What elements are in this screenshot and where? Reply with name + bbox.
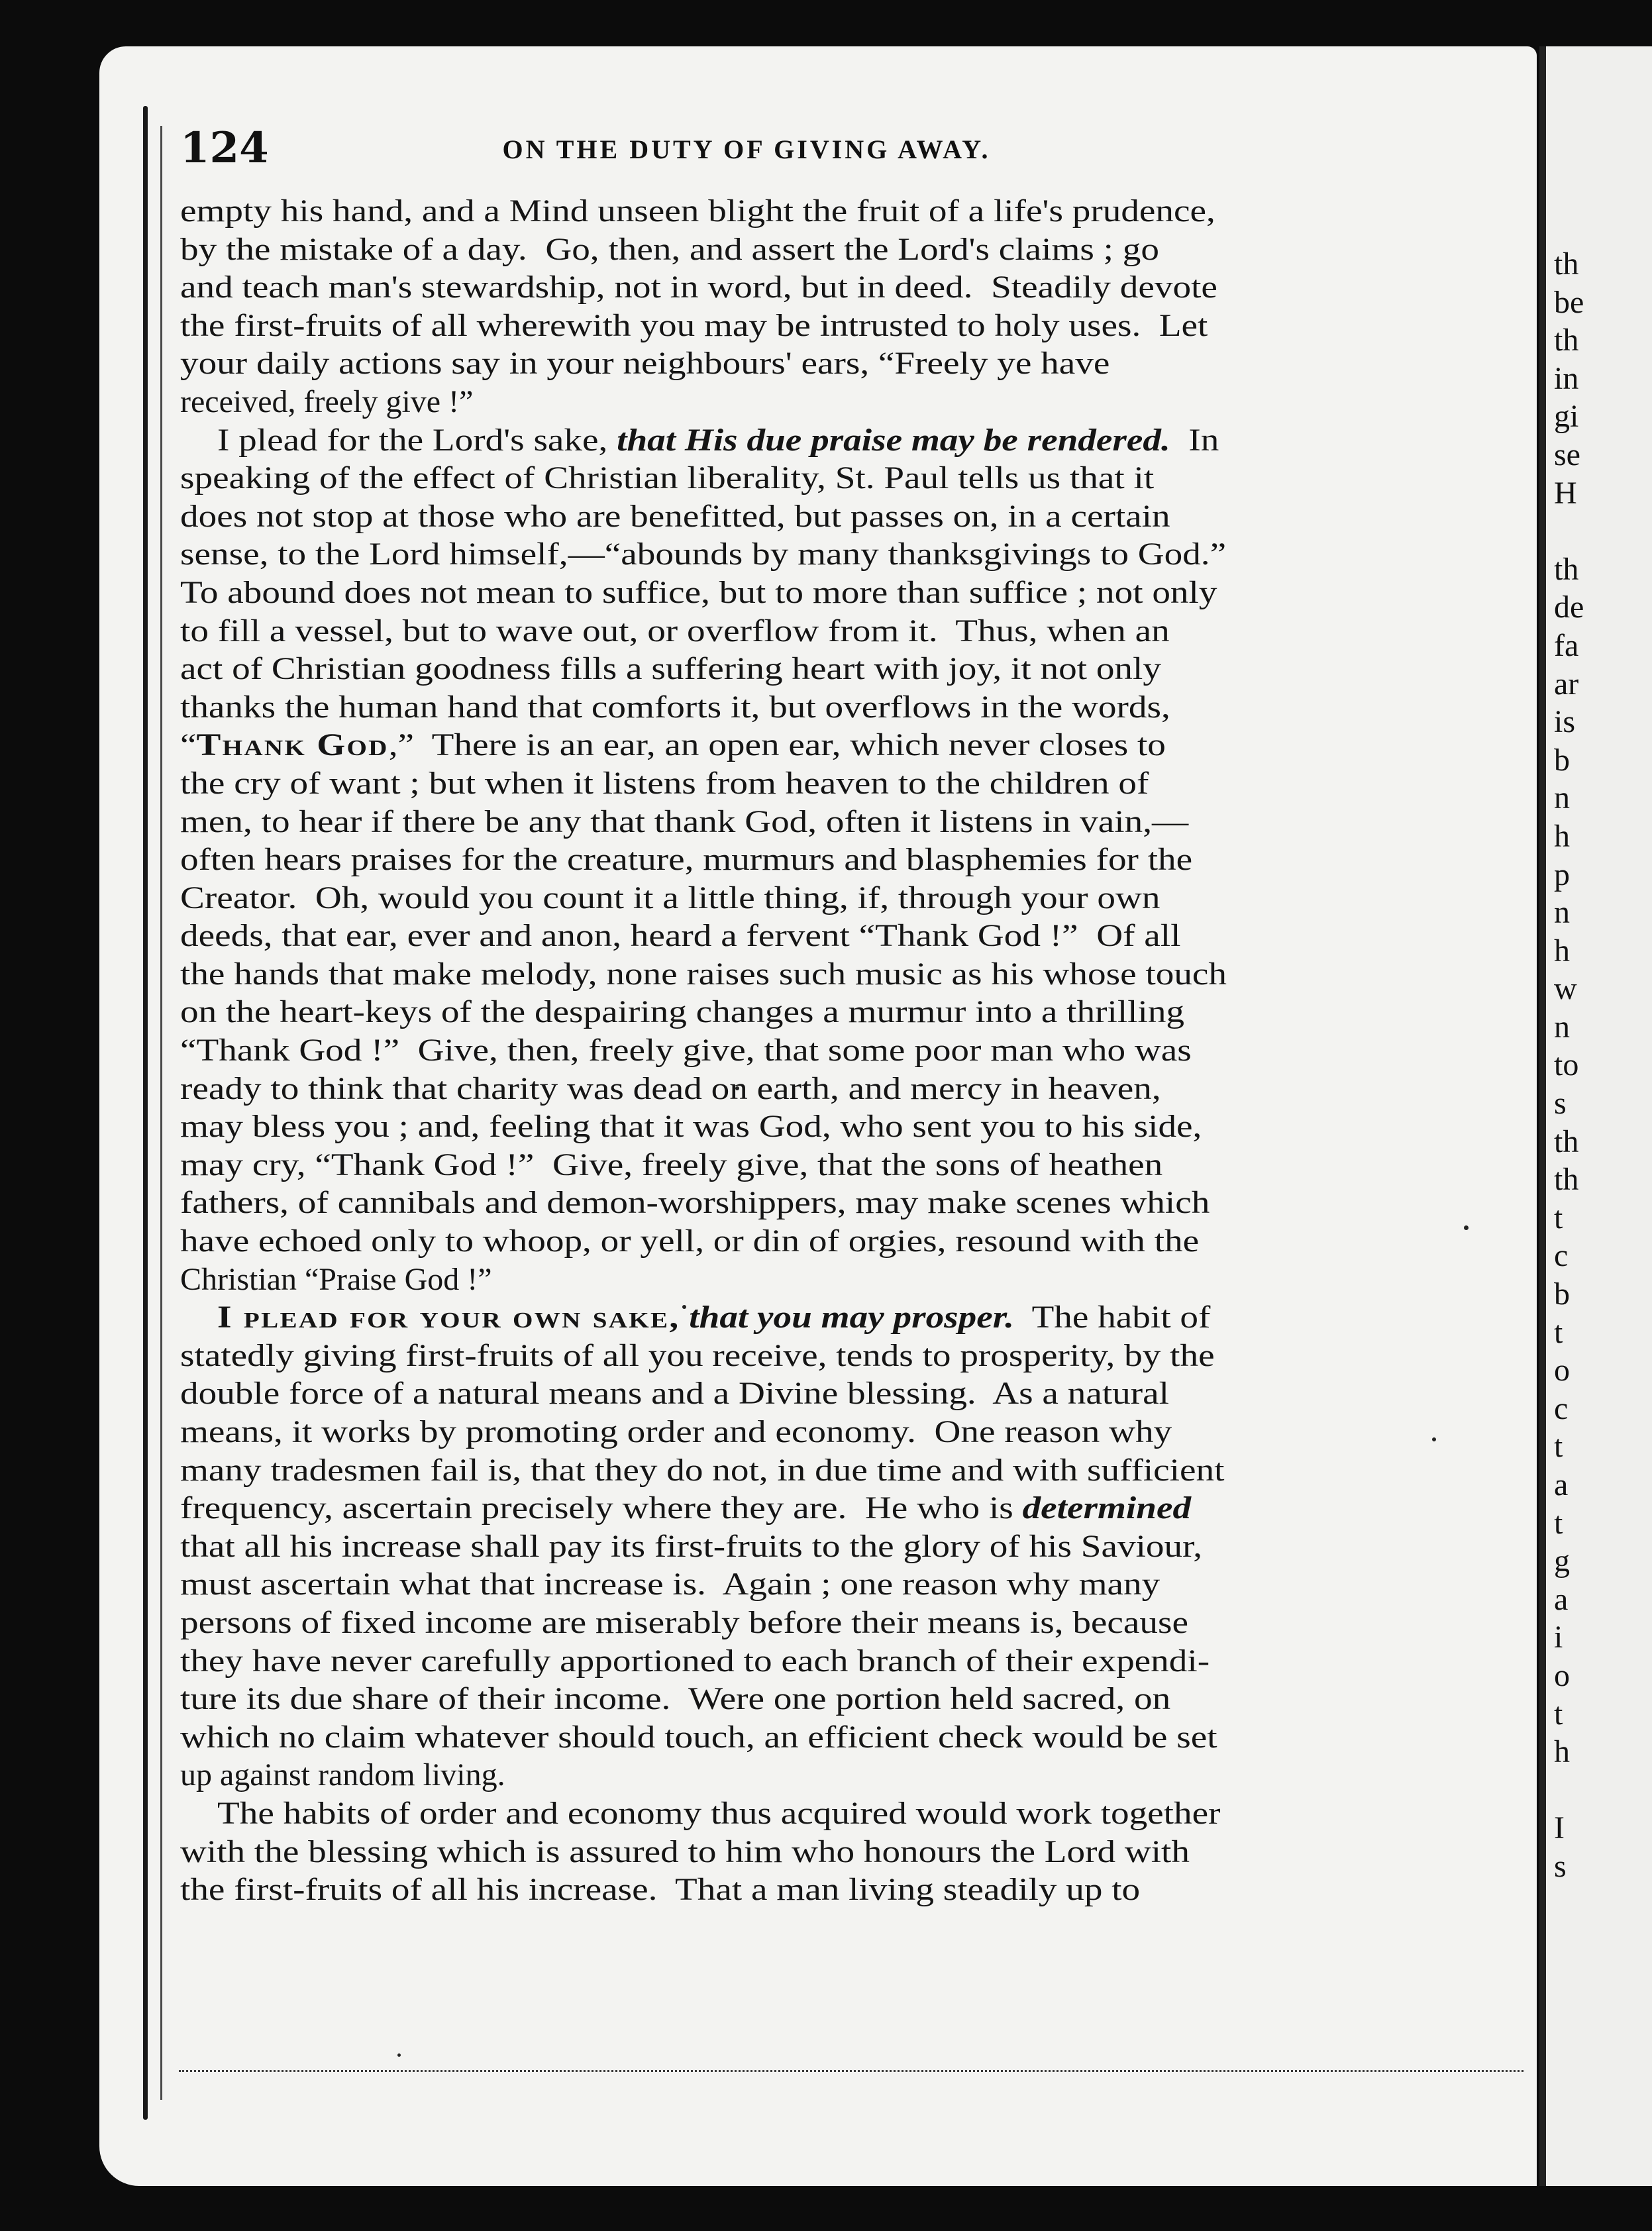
facing-page-fragment: n — [1554, 895, 1570, 931]
text-run: In — [1170, 422, 1219, 458]
facing-page-fragment: gi — [1554, 399, 1579, 435]
text-line — [180, 726, 1412, 764]
text-run: often hears praises for the creature, murmurs and blasphemies for the — [180, 842, 1193, 878]
text-run: means, it works by promoting order and economy. One reason why — [180, 1414, 1172, 1449]
facing-page-fragment: H — [1554, 475, 1577, 511]
text-line — [180, 421, 1412, 460]
italic-phrase: that you may prosper. — [689, 1300, 1014, 1335]
text-run: “ — [180, 727, 197, 763]
facing-page-fragment: a — [1554, 1581, 1569, 1617]
page-border-line-inner — [160, 126, 162, 2100]
running-head — [180, 123, 1412, 183]
text-run: empty his hand, and a Mind unseen blight the fruit of a life's prudence, — [180, 193, 1215, 229]
text-line — [180, 955, 1412, 994]
text-run: ture its due share of their income. Were one portion held sacred, on — [180, 1681, 1171, 1717]
text-line — [180, 688, 1412, 727]
text-run: up against random living. — [180, 1757, 505, 1793]
text-line — [180, 231, 1412, 269]
text-line — [180, 1222, 1412, 1261]
facing-page-edge — [1539, 46, 1652, 2186]
facing-page-fragment: n — [1554, 1009, 1570, 1045]
text-line — [180, 497, 1412, 536]
facing-page-fragment: o — [1554, 1353, 1570, 1388]
text-run: does not stop at those who are benefitted, but passes on, in a certain — [180, 498, 1170, 534]
text-line — [180, 1642, 1412, 1681]
text-run: Creator. Oh, would you count it a little thing, if, through your own — [180, 880, 1161, 915]
text-run: your daily actions say in your neighbours' ears, “Freely ye have — [180, 346, 1110, 382]
text-run: must ascertain what that increase is. Again ; one reason why many — [180, 1567, 1161, 1602]
facing-page-fragment — [1554, 1771, 1584, 1810]
facing-page-fragment: h — [1554, 1734, 1570, 1770]
facing-page-fragment: p — [1554, 856, 1570, 892]
text-run: speaking of the effect of Christian liberality, St. Paul tells us that it — [180, 460, 1155, 496]
facing-page-fragment: s — [1554, 1848, 1567, 1884]
text-run: which no claim whatever should touch, an efficient check would be set — [180, 1719, 1217, 1755]
text-run: ,” There is an ear, an open ear, which never closes to — [388, 727, 1166, 763]
text-run: frequency, ascertain precisely where they are. He who is — [180, 1490, 1023, 1526]
text-run: may cry, “Thank God !” Give, freely give, that the sons of heathen — [180, 1147, 1163, 1182]
small-caps-phrase: Thank God — [196, 727, 389, 763]
facing-page-fragment: h — [1554, 933, 1570, 968]
text-run: the hands that make melody, none raises such music as his whose touch — [180, 956, 1227, 992]
body-text — [180, 192, 1412, 1909]
text-line — [180, 612, 1412, 650]
text-line — [180, 268, 1412, 307]
text-line — [180, 1108, 1412, 1146]
text-run: The habits of order and economy thus acquired would work together — [217, 1795, 1221, 1831]
text-run: the first-fruits of all his increase. That a man living steadily up to — [180, 1872, 1141, 1908]
text-run: the first-fruits of all wherewith you may be intrusted to holy uses. Let — [180, 307, 1208, 343]
facing-page-fragment: th — [1554, 1123, 1579, 1159]
text-line — [180, 1871, 1412, 1909]
text-line — [180, 1833, 1412, 1871]
text-line — [180, 879, 1412, 917]
text-line — [180, 1565, 1412, 1604]
text-line — [180, 535, 1412, 574]
text-line — [180, 1718, 1412, 1757]
text-run: on the heart-keys of the despairing changes a murmur into a thrilling — [180, 994, 1185, 1030]
page-gutter — [1539, 46, 1546, 2186]
text-run: received, freely give !” — [180, 384, 474, 419]
facing-page-fragment: t — [1554, 1200, 1563, 1235]
text-line — [180, 1337, 1412, 1375]
text-run: I plead for the Lord's sake, — [217, 422, 617, 458]
text-line — [180, 1375, 1412, 1413]
text-run: “Thank God !” Give, then, freely give, that some poor man who was — [180, 1033, 1192, 1068]
facing-page-fragment: to — [1554, 1047, 1579, 1083]
facing-page-fragment: b — [1554, 742, 1570, 778]
text-line — [180, 307, 1412, 345]
text-line — [180, 1184, 1412, 1222]
text-run: many tradesmen fail is, that they do not, in due time and with sufficient — [180, 1452, 1225, 1488]
small-caps-phrase: I plead for your own sake, — [217, 1300, 680, 1335]
facing-page-fragment: w — [1554, 971, 1577, 1007]
facing-page-fragment: I — [1554, 1810, 1565, 1846]
text-line — [180, 1794, 1412, 1833]
facing-page-fragment: t — [1554, 1314, 1563, 1350]
text-line — [180, 1489, 1412, 1528]
text-line — [180, 1031, 1412, 1070]
facing-page-fragment — [1554, 512, 1584, 550]
text-run: may bless you ; and, feeling that it was God, who sent you to his side, — [180, 1109, 1202, 1145]
text-run: statedly giving first-fruits of all you receive, tends to prosperity, by the — [180, 1337, 1215, 1373]
text-run: with the blessing which is assured to him who honours the Lord with — [180, 1834, 1190, 1869]
facing-page-fragment: th — [1554, 323, 1579, 358]
facing-page-fragment: c — [1554, 1238, 1569, 1274]
text-line — [180, 1756, 1412, 1794]
running-title: ON THE DUTY OF GIVING AWAY. — [502, 134, 991, 164]
facing-page-fragment: th — [1554, 1162, 1579, 1198]
text-line — [180, 383, 1412, 421]
facing-page-fragment: n — [1554, 780, 1570, 816]
facing-page-fragment: a — [1554, 1467, 1569, 1502]
text-run: by the mistake of a day. Go, then, and assert the Lord's claims ; go — [180, 231, 1160, 267]
facing-page-fragment: ar — [1554, 666, 1579, 701]
text-line — [180, 1146, 1412, 1184]
facing-page-fragment: o — [1554, 1657, 1570, 1693]
italic-phrase: that His due praise may be rendered. — [617, 422, 1170, 458]
text-run: To abound does not mean to suffice, but to more than suffice ; not only — [180, 574, 1217, 610]
facing-page-fragment: i — [1554, 1620, 1563, 1655]
text-run: Christian “Praise God !” — [180, 1261, 492, 1297]
text-run: The habit of — [1013, 1300, 1211, 1335]
text-run: the cry of want ; but when it listens from heaven to the children of — [180, 765, 1149, 801]
text-line — [180, 459, 1412, 497]
text-line — [180, 344, 1412, 383]
text-run: act of Christian goodness fills a suffering heart with joy, it not only — [180, 651, 1161, 687]
text-line — [180, 1413, 1412, 1451]
facing-page-fragment: de — [1554, 590, 1584, 625]
text-line — [180, 1451, 1412, 1490]
italic-phrase: determined — [1022, 1490, 1192, 1526]
text-line — [180, 1528, 1412, 1566]
text-run: sense, to the Lord himself,—“abounds by many thanksgivings to God.” — [180, 537, 1227, 572]
text-line — [180, 803, 1412, 841]
text-line — [180, 192, 1412, 231]
facing-page-fragment: in — [1554, 360, 1579, 396]
facing-page-fragment: b — [1554, 1276, 1570, 1312]
text-line — [180, 1680, 1412, 1718]
text-line — [180, 1298, 1412, 1337]
text-run: thanks the human hand that comforts it, but overflows in the words, — [180, 689, 1170, 725]
facing-page-fragment: is — [1554, 704, 1576, 740]
text-line — [180, 764, 1412, 803]
ink-speck — [1432, 1437, 1436, 1441]
facing-page-fragment: th — [1554, 246, 1579, 282]
text-run: men, to hear if there be any that thank God, often it listens in vain,— — [180, 804, 1189, 839]
facing-page-fragment: c — [1554, 1390, 1569, 1426]
text-run — [680, 1300, 689, 1335]
text-run: to fill a vessel, but to wave out, or overflow from it. Thus, when an — [180, 613, 1170, 649]
facing-page-fragment: s — [1554, 1086, 1567, 1121]
text-line — [180, 574, 1412, 612]
facing-page-text — [1554, 245, 1584, 1886]
text-run: that all his increase shall pay its first-fruits to the glory of his Saviour, — [180, 1528, 1203, 1564]
facing-page-fragment: be — [1554, 284, 1584, 320]
facing-page-fragment: t — [1554, 1505, 1563, 1541]
text-line — [180, 917, 1412, 955]
ink-speck — [397, 2053, 401, 2057]
text-line — [180, 1261, 1412, 1299]
facing-page-fragment: fa — [1554, 627, 1579, 663]
text-run: ready to think that charity was dead on earth, and mercy in heaven, — [180, 1070, 1161, 1106]
text-line — [180, 650, 1412, 688]
page-number: 124 — [180, 123, 269, 173]
facing-page-fragment: t — [1554, 1696, 1563, 1732]
page-border-line — [143, 106, 148, 2120]
facing-page-fragment: se — [1554, 437, 1580, 472]
text-run: persons of fixed income are miserably before their means is, because — [180, 1604, 1189, 1640]
facing-page-fragment: th — [1554, 551, 1579, 587]
text-run: and teach man's stewardship, not in word, but in deed. Steadily devote — [180, 270, 1217, 305]
text-run: deeds, that ear, ever and anon, heard a fervent “Thank God !” Of all — [180, 918, 1181, 954]
text-run: double force of a natural means and a Divine blessing. As a natural — [180, 1376, 1169, 1412]
text-run: they have never carefully apportioned to each branch of their expendi- — [180, 1643, 1210, 1679]
text-line — [180, 841, 1412, 879]
text-line — [180, 1604, 1412, 1642]
text-run: have echoed only to whoop, or yell, or din of orgies, resound with the — [180, 1223, 1200, 1259]
facing-page-fragment: t — [1554, 1429, 1563, 1465]
ink-speck — [1464, 1225, 1469, 1230]
text-line — [180, 993, 1412, 1031]
bottom-dotted-rule — [179, 2070, 1523, 2072]
text-run: fathers, of cannibals and demon-worshippers, may make scenes which — [180, 1185, 1210, 1221]
text-line — [180, 1070, 1412, 1108]
facing-page-fragment: h — [1554, 818, 1570, 854]
facing-page-fragment: g — [1554, 1543, 1570, 1579]
